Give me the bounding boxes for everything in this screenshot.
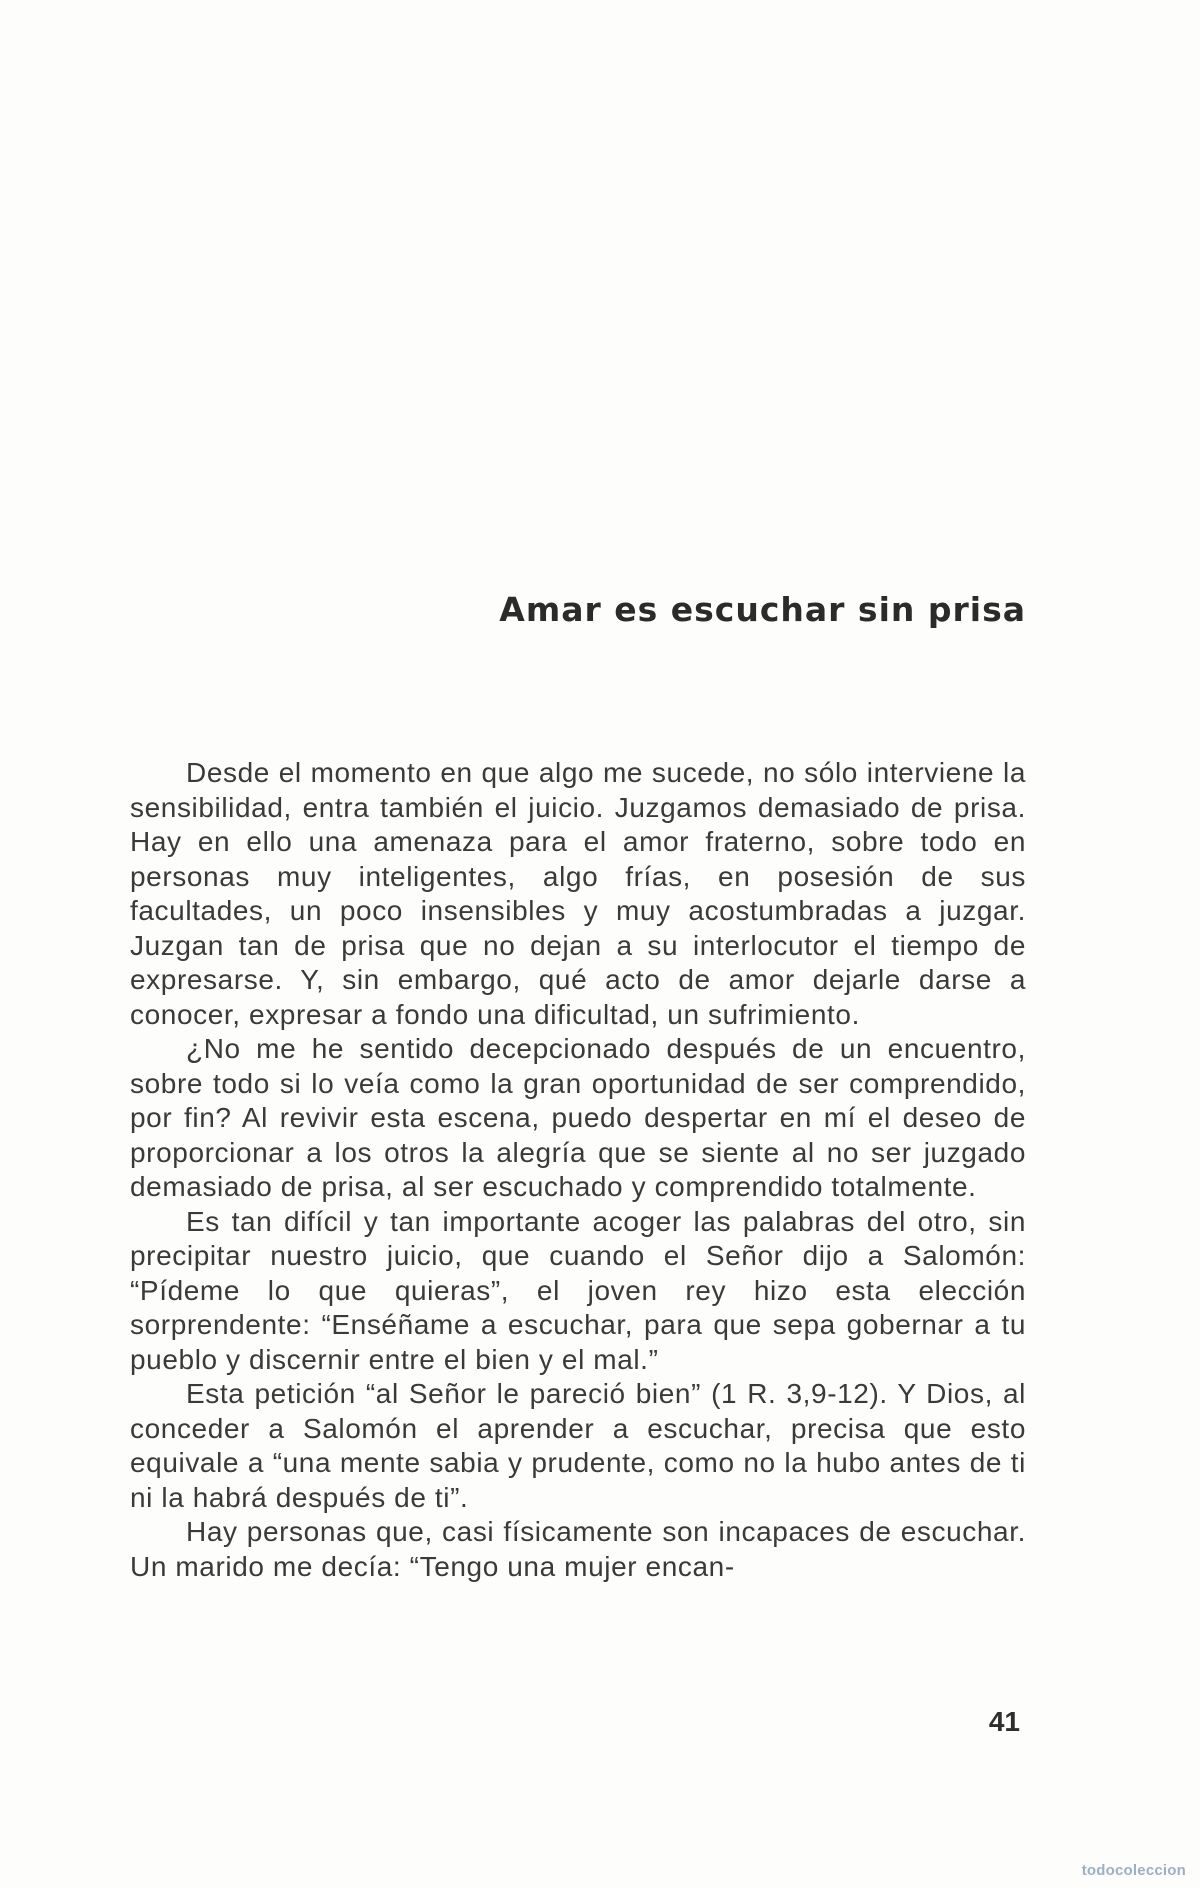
body-text <box>130 756 1026 1584</box>
watermark: todocoleccion <box>1081 1862 1186 1879</box>
page-number: 41 <box>988 1706 1020 1737</box>
paragraph: Es tan difícil y tan importante acoger las palabras del otro, sin precipitar nuestro juicio, que cuando el Señor dijo a Salomón: “Pídeme lo que quieras”, el joven rey hizo esta elección sorprendente: “Enséñame a escuchar, para que sepa gobernar a tu pueblo y discernir entre el bien y el mal.” <box>130 1205 1026 1375</box>
chapter-title: Amar es escuchar sin prisa <box>499 590 1026 629</box>
paragraph: Esta petición “al Señor le pareció bien” (1 R. 3,9-12). Y Dios, al conceder a Salomón el aprender a escuchar, precisa que esto equivale a “una mente sabia y prudente, como no la hubo antes de ti ni la habrá después de ti”. <box>130 1378 1026 1513</box>
paragraph: ¿No me he sentido decepcionado después de un encuentro, sobre todo si lo veía como la gran oportunidad de ser comprendido, por fin? Al revivir esta escena, puedo despertar en mí el deseo de proporcionar a los otros la alegría que se siente al no ser juzgado demasiado de prisa, al ser escuchado y comprendido totalmente. <box>130 1033 1026 1202</box>
paragraph: Desde el momento en que algo me sucede, no sólo interviene la sensibilidad, entra también el juicio. Juzgamos demasiado de prisa. Hay en ello una amenaza para el amor fraterno, sobre todo en personas muy inteligentes, algo frías, en posesión de sus facultades, un poco insensibles y muy acostumbradas a juzgar. Juzgan tan de prisa que no dejan a su interlocutor el tiempo de expresarse. Y, sin embargo, qué acto de amor dejarle darse a conocer, expresar a fondo una dificultad, un sufrimiento. <box>130 757 1026 1030</box>
paragraph: Hay personas que, casi físicamente son incapaces de escuchar. Un marido me decía: “Tengo una mujer encan- <box>130 1516 1026 1582</box>
